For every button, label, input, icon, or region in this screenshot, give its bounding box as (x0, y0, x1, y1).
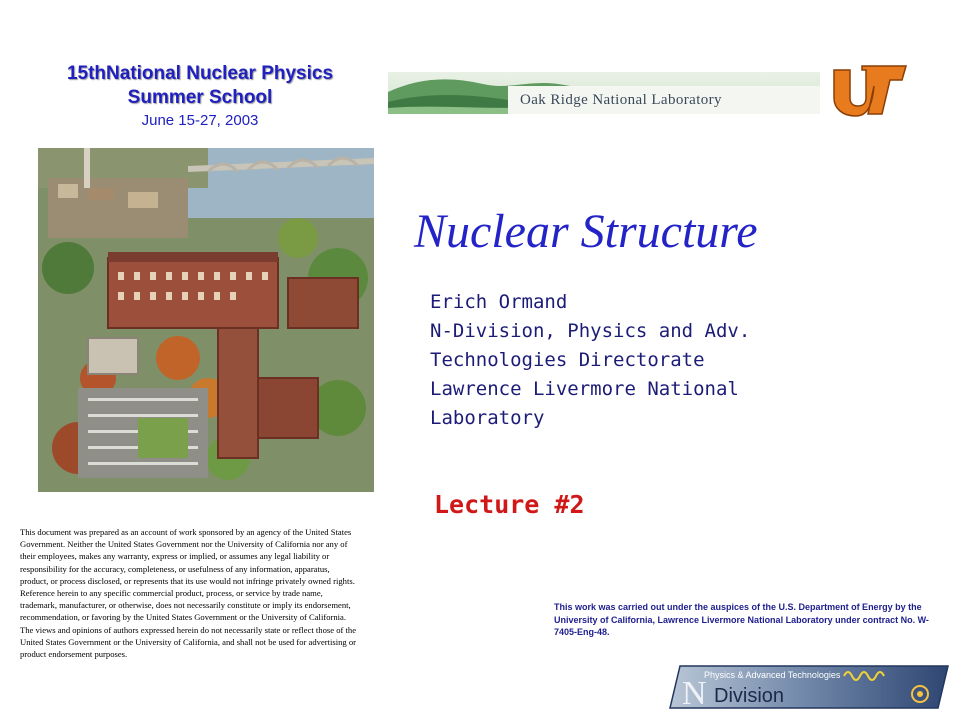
school-name (20, 62, 380, 110)
ornl-banner-logo (388, 72, 820, 114)
slide-title: Nuclear Structure (414, 205, 758, 258)
n-division-small-text: Physics & Advanced Technologies (704, 670, 841, 680)
author-affiliation-line-4: Laboratory (430, 407, 545, 429)
campus-aerial-photo (38, 148, 374, 492)
n-division-text: Division (714, 685, 785, 707)
lecture-number: Lecture #2 (434, 490, 585, 519)
n-division-letter: N (682, 675, 707, 710)
ornl-banner-text: Oak Ridge National Laboratory (520, 92, 722, 108)
n-division-logo (668, 664, 950, 710)
author-block (430, 288, 850, 433)
school-line-2: Summer School (127, 87, 273, 108)
school-dates: June 15-27, 2003 (141, 112, 259, 129)
author-affiliation-line-1: N-Division, Physics and Adv. (430, 320, 751, 342)
school-line-1: 15thNational Nuclear Physics (66, 63, 334, 84)
auspices-note: This work was carried out under the auspices of the U.S. Department of Energy by the University of California, Lawrence Livermore National Laboratory under contract No. W-7405-Eng-48. (554, 602, 929, 637)
author-affiliation-line-2: Technologies Directorate (430, 349, 705, 371)
author-name: Erich Ormand (430, 291, 568, 313)
ut-logo (828, 64, 908, 118)
disclaimer-text: This document was prepared as an account of work sponsored by an agency of the United States Government. Neither the United States Government nor the University of California nor any of their employees, makes any warranty, express or implied, or assumes any legal liability or responsibility for the accuracy, completeness, or usefulness of any information, apparatus, product, or process disclosed, or represents that its use would not infringe privately owned rights. Reference herein to any specific commercial product, process, or service by trade name, trademark, manufacturer, or otherwise, does not necessarily constitute or imply its endorsement, recommendation, or favoring by the United States Government or the University of California. The views and opinions of authors expressed herein do not necessarily state or reflect those of the United States Government or the University of California, and shall not be used for advertising or product endorsement purposes. (20, 527, 357, 660)
author-affiliation-line-3: Lawrence Livermore National (430, 378, 739, 400)
